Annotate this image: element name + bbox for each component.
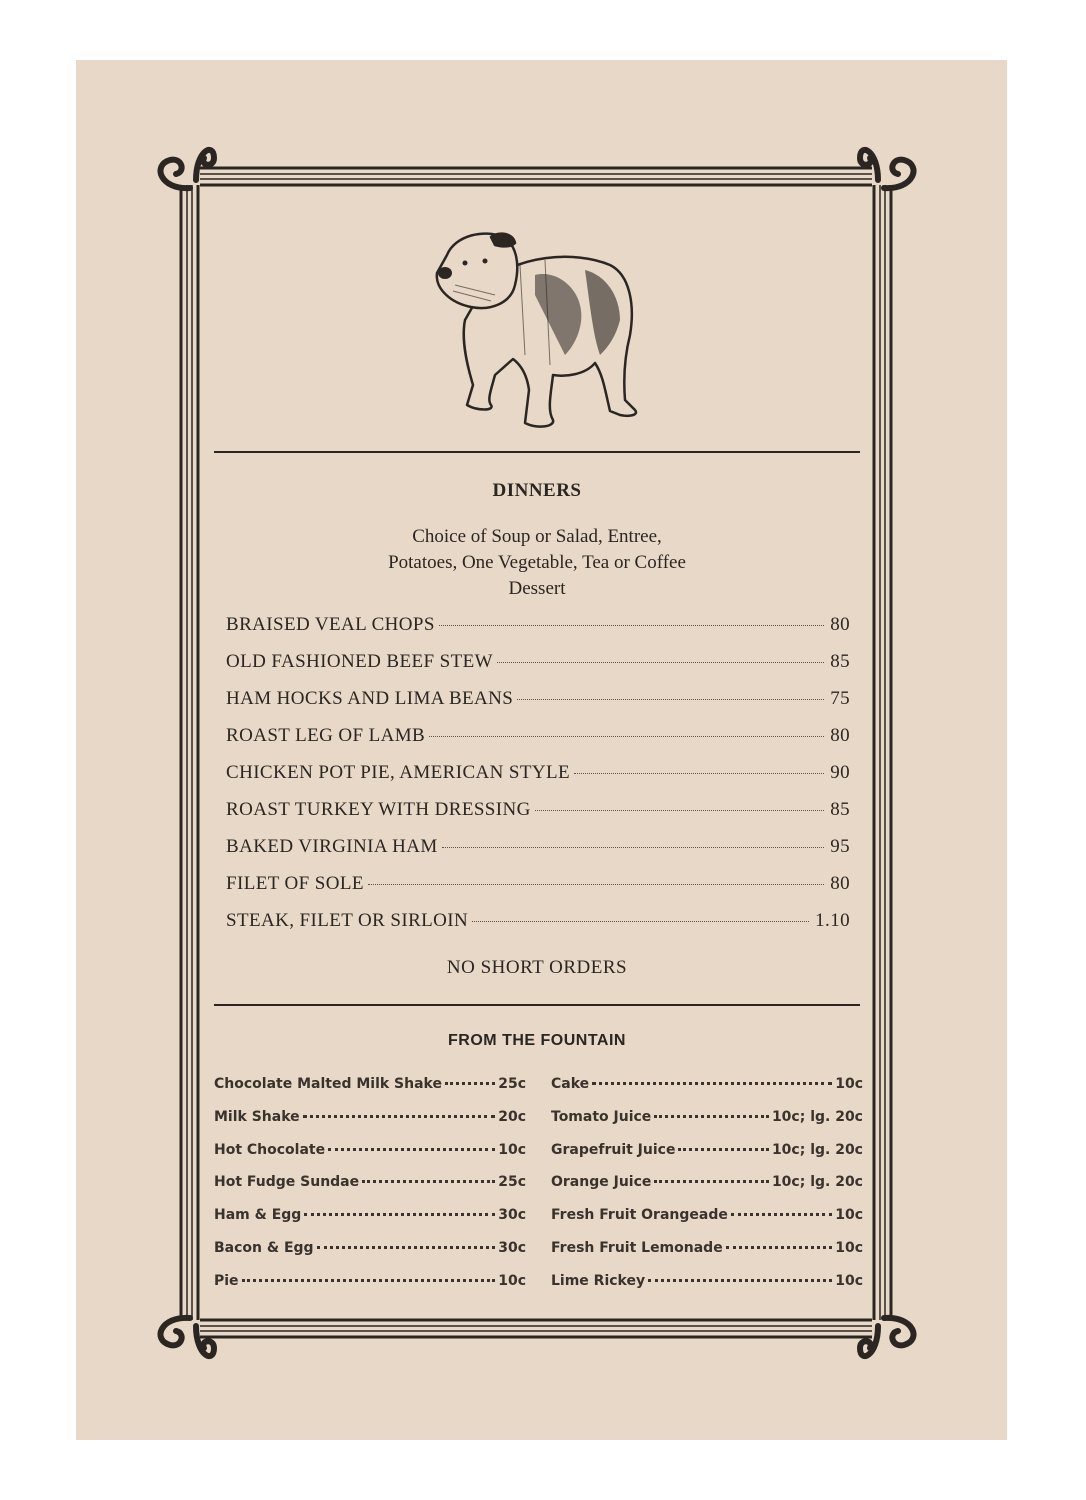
dinner-item-name: OLD FASHIONED BEEF STEW — [226, 651, 493, 672]
dinner-item-price: 1.10 — [815, 910, 850, 931]
dinner-item-name: HAM HOCKS AND LIMA BEANS — [226, 688, 514, 709]
dinner-item-price: 95 — [830, 836, 850, 857]
leader-dots — [535, 810, 824, 811]
dinner-item-name: BAKED VIRGINIA HAM — [226, 836, 438, 857]
fountain-item-price: 10c; lg. 20c — [771, 1141, 863, 1158]
fountain-item-price: 10c — [835, 1076, 863, 1092]
dinner-item — [226, 762, 850, 799]
leader-dots — [304, 1213, 495, 1216]
bulldog-illustration — [425, 225, 650, 435]
fountain-item — [214, 1207, 526, 1240]
fountain-item — [551, 1273, 863, 1306]
description-line: Potatoes, One Vegetable, Tea or Coffee — [388, 552, 686, 573]
leader-dots — [362, 1180, 495, 1183]
fountain-item-name: Tomato Juice — [551, 1108, 652, 1125]
leader-dots — [726, 1246, 833, 1249]
dinner-item-price: 75 — [830, 688, 850, 709]
dinner-item-price: 80 — [830, 614, 850, 635]
fountain-item — [214, 1174, 526, 1207]
leader-dots — [368, 884, 824, 885]
leader-dots — [328, 1148, 495, 1151]
leader-dots — [429, 736, 824, 737]
leader-dots — [654, 1180, 769, 1183]
divider-top — [214, 451, 860, 453]
fountain-item — [214, 1142, 526, 1175]
description-line: Choice of Soup or Salad, Entree, — [412, 526, 662, 547]
fountain-item-price: 10c — [835, 1207, 863, 1224]
leader-dots — [517, 699, 824, 700]
fountain-item — [551, 1076, 863, 1109]
dinner-item — [226, 910, 850, 947]
fountain-item — [551, 1174, 863, 1207]
description-line: Dessert — [508, 578, 566, 599]
fountain-item — [214, 1076, 526, 1109]
leader-dots — [654, 1115, 769, 1118]
fountain-item-name: Hot Chocolate — [214, 1141, 326, 1158]
fountain-item-name: Cake — [551, 1076, 590, 1092]
fountain-item-name: Ham & Egg — [214, 1207, 302, 1224]
fountain-item — [551, 1142, 863, 1175]
fountain-item — [214, 1240, 526, 1273]
dinner-item-price: 85 — [830, 799, 850, 820]
dinner-item — [226, 836, 850, 873]
fountain-item-name: Fresh Fruit Lemonade — [551, 1239, 723, 1256]
leader-dots — [242, 1279, 496, 1282]
dinner-item — [226, 614, 850, 651]
leader-dots — [442, 847, 825, 848]
dinner-item-name: ROAST TURKEY WITH DRESSING — [226, 799, 531, 820]
dinner-item-price: 85 — [830, 651, 850, 672]
dinners-heading: DINNERS — [492, 480, 582, 501]
fountain-item-name: Lime Rickey — [551, 1272, 646, 1289]
dinner-item-name: FILET OF SOLE — [226, 873, 364, 894]
dinner-item-price: 80 — [830, 873, 850, 894]
fountain-item-price: 30c — [498, 1239, 526, 1256]
fountain-item-name: Chocolate Malted Milk Shake — [214, 1076, 442, 1092]
fountain-item-price: 10c — [835, 1272, 863, 1289]
leader-dots — [303, 1115, 496, 1118]
dinner-item — [226, 873, 850, 910]
fountain-item — [214, 1273, 526, 1306]
leader-dots — [439, 625, 824, 626]
leader-dots — [497, 662, 824, 663]
fountain-item — [214, 1109, 526, 1142]
fountain-item-price: 10c — [498, 1141, 526, 1158]
fountain-item-price: 10c — [498, 1272, 526, 1289]
no-short-orders-note: NO SHORT ORDERS — [446, 957, 628, 978]
dinner-item-name: STEAK, FILET OR SIRLOIN — [226, 910, 469, 931]
dinner-item-name: CHICKEN POT PIE, AMERICAN STYLE — [226, 762, 571, 783]
fountain-item — [551, 1109, 863, 1142]
dinners-description — [214, 524, 860, 602]
leader-dots — [574, 773, 824, 774]
fountain-item — [551, 1240, 863, 1273]
dinner-item — [226, 651, 850, 688]
fountain-item-price: 20c — [498, 1108, 526, 1125]
leader-dots — [592, 1082, 832, 1085]
fountain-item-price: 25c — [498, 1174, 526, 1191]
fountain-item-price: 10c; lg. 20c — [771, 1108, 863, 1125]
leader-dots — [445, 1082, 495, 1085]
fountain-item-name: Hot Fudge Sundae — [214, 1174, 360, 1191]
leader-dots — [648, 1279, 832, 1282]
dinner-item — [226, 799, 850, 836]
dinner-list — [226, 614, 850, 947]
fountain-column-left — [214, 1076, 526, 1306]
fountain-item-name: Orange Juice — [551, 1174, 652, 1191]
fountain-item-name: Pie — [214, 1272, 239, 1289]
fountain-item-price: 25c — [498, 1076, 526, 1092]
leader-dots — [731, 1213, 832, 1216]
fountain-heading: FROM THE FOUNTAIN — [448, 1032, 626, 1049]
leader-dots — [678, 1148, 768, 1151]
fountain-item-price: 10c; lg. 20c — [771, 1174, 863, 1191]
leader-dots — [317, 1246, 496, 1249]
divider-middle — [214, 1004, 860, 1006]
dinner-item-price: 90 — [830, 762, 850, 783]
fountain-item-name: Fresh Fruit Orangeade — [551, 1207, 728, 1224]
fountain-item-price: 10c — [835, 1239, 863, 1256]
fountain-column-right — [551, 1076, 863, 1306]
fountain-item-price: 30c — [498, 1207, 526, 1224]
dinner-item — [226, 725, 850, 762]
fountain-item-name: Grapefruit Juice — [551, 1141, 676, 1158]
leader-dots — [472, 921, 809, 922]
dinner-item-price: 80 — [830, 725, 850, 746]
fountain-item-name: Milk Shake — [214, 1108, 300, 1125]
fountain-item-name: Bacon & Egg — [214, 1239, 314, 1256]
dinner-item-name: BRAISED VEAL CHOPS — [226, 614, 435, 635]
dinner-item — [226, 688, 850, 725]
fountain-item — [551, 1207, 863, 1240]
dinner-item-name: ROAST LEG OF LAMB — [226, 725, 426, 746]
